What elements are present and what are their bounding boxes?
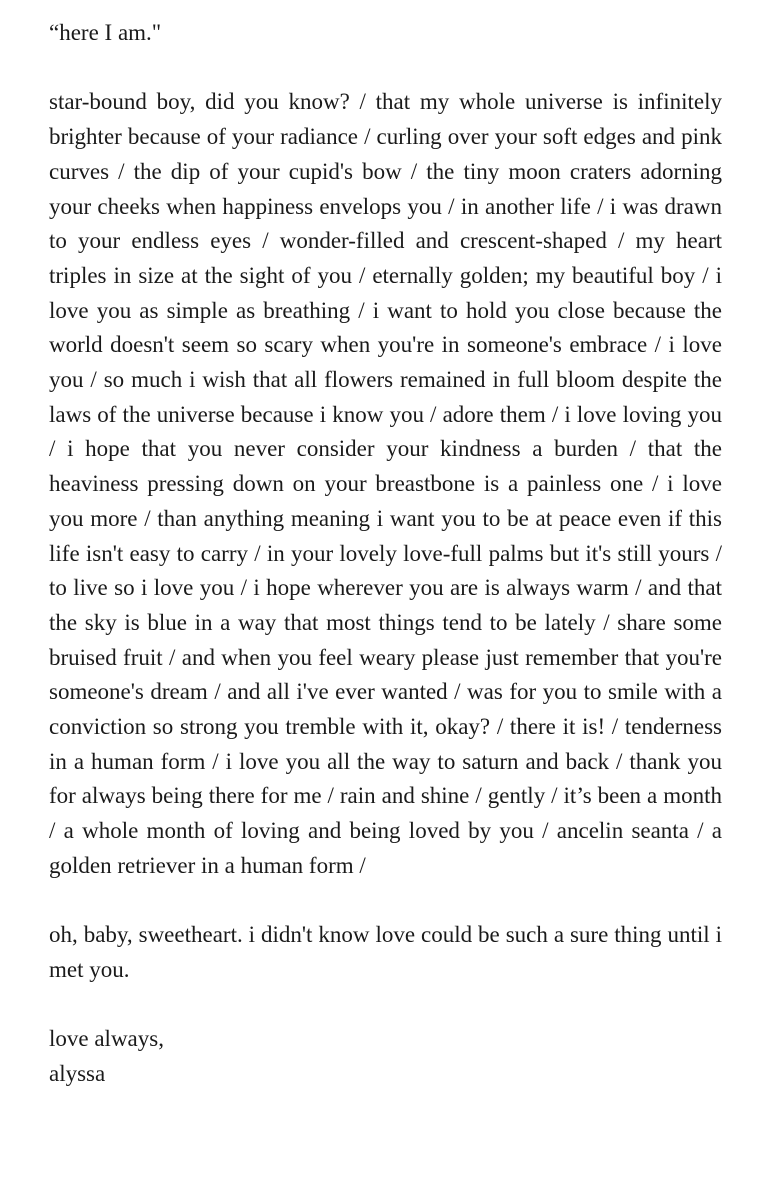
letter-document [49, 16, 722, 1092]
letter-title: “here I am." [49, 20, 162, 45]
letter-body-paragraph: star-bound boy, did you know? / that my whole universe is infinitely brighter because of your radiance / curling over your soft edges and pink curves / the dip of your cupid's bow / the tiny moon craters adorning your cheeks when happiness envelops you / in another life / i was drawn to your endless eyes / wonder-filled and crescent-shaped / my heart triples in size at the sight of you / eternally golden; my beautiful boy / i love you as simple as breathing / i want to hold you close because the world doesn't seem so scary when you're in someone's embrace / i love you / so much i wish that all flowers remained in full bloom despite the laws of the universe because i know you / adore them / i love loving you / i hope that you never consider your kindness a burden / that the heaviness pressing down on your breastbone is a painless one / i love you more / than anything meaning i want you to be at peace even if this life isn't easy to carry / in your lovely love-full palms but it's still yours / to live so i love you / i hope wherever you are is always warm / and that the sky is blue in a way that most things tend to be lately / share some bruised fruit / and when you feel weary please just remember that you're someone's dream / and all i've ever wanted / was for you to smile with a conviction so strong you tremble with it, okay? / there it is! / tenderness in a human form / i love you all the way to saturn and back / thank you for always being there for me / rain and shine / gently / it’s been a month / a whole month of loving and being loved by you / ancelin seanta / a golden retriever in a human form / [49, 89, 722, 878]
letter-signoff-block [49, 1022, 722, 1091]
signoff-text: love always, [49, 1026, 164, 1052]
signature-text: alyssa [49, 1061, 106, 1087]
letter-closing-paragraph: oh, baby, sweetheart. i didn't know love could be such a sure thing until i met you. [49, 922, 722, 982]
